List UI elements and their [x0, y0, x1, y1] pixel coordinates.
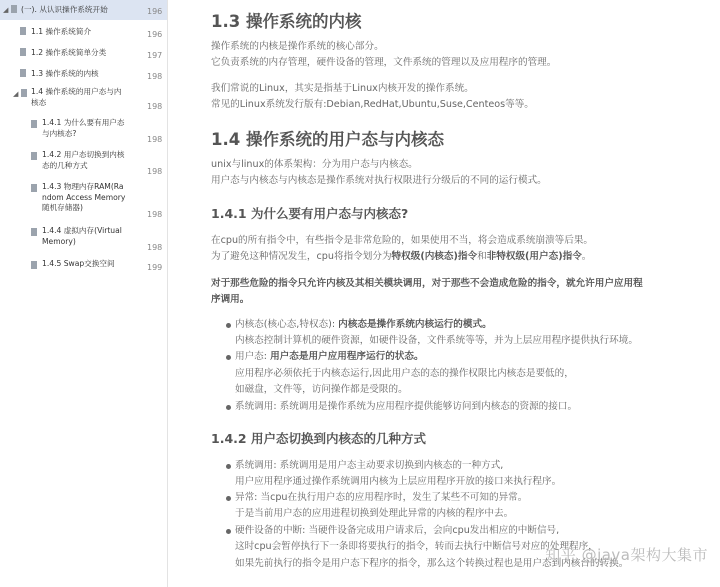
- list-item-line: 系统调用: 系统调用是用户态主动要求切换到内核态的一种方式,: [235, 460, 504, 471]
- text-run: 。: [581, 251, 592, 262]
- toc-sidebar: [0, 0, 168, 587]
- toc-item-1-4-1[interactable]: [0, 118, 168, 144]
- bullet-dot: [226, 464, 231, 469]
- toc-item-page: 196: [147, 7, 163, 16]
- toc-item-1-1[interactable]: [0, 24, 168, 44]
- heading-1-4-2: 1.4.2 用户态切换到内核态的几种方式: [211, 431, 426, 446]
- list-item-line: [235, 349, 424, 365]
- list-item-line: 异常: 当cpu在执行用户态的应用程序时，发生了某些不可知的异常。: [235, 492, 528, 503]
- bold-text: 内核态是操作系统内核运行的模式。: [338, 319, 492, 330]
- paragraph-line: 在cpu的所有指令中，有些指令是非常危险的，如果使用不当，将会造成系统崩溃等后果。: [211, 235, 594, 246]
- collapse-triangle-icon[interactable]: ◢: [13, 90, 19, 98]
- list-item-line: 用户应用程序通过操作系统调用内核为上层应用程序开放的接口来执行程序。: [235, 476, 562, 487]
- list-item-line: 于是当前用户态的应用进程切换到处理此异常的内核的程序中去。: [235, 508, 514, 519]
- toc-item-label: 1.4.4 虚拟内存(Virtual Memory): [42, 226, 122, 246]
- toc-item-label: 1.3 操作系统的内核: [31, 69, 99, 78]
- watermark: 知乎 @java架构大集市: [545, 546, 708, 564]
- toc-item-1-4-3[interactable]: [0, 182, 168, 222]
- toc-item-label: 1.2 操作系统简单分类: [31, 48, 107, 57]
- list-item-line: 内核态控制计算机的硬件资源，如硬件设备，文件系统等等，并为上层应用程序提供执行环境。: [235, 335, 638, 346]
- text-run: 为了避免这种情况发生，cpu将指令划分为: [211, 251, 392, 262]
- text-run: 和: [477, 251, 487, 262]
- toc-item-page: 198: [147, 72, 163, 81]
- toc-item-page: 196: [147, 30, 163, 39]
- toc-item-page: 197: [147, 51, 163, 60]
- toc-item-1-4-4[interactable]: [0, 226, 168, 252]
- bold-text: 用户态是用户应用程序运行的状态。: [270, 351, 424, 362]
- toc-item-label: 1.4.5 Swap交换空间: [42, 259, 115, 268]
- bullet-dot: [226, 323, 231, 328]
- bookmark-icon: [31, 120, 37, 128]
- bookmark-icon: [21, 89, 27, 97]
- heading-1-4: 1.4 操作系统的用户态与内核态: [211, 130, 444, 149]
- toc-item-label: 1.4.2 用户态切换到内核态的几种方式: [42, 150, 125, 170]
- bookmark-icon: [31, 184, 37, 192]
- list-item-line: 如果先前执行的指令是用户态下程序的指令，那么这个转换过程也是用户态到内核台的转换。: [235, 558, 629, 569]
- toc-item-label: (一). 从认识操作系统开始: [21, 5, 108, 14]
- bookmark-icon: [11, 5, 17, 13]
- text-run: 内核态(核心态,特权态):: [235, 319, 339, 330]
- paragraph-line: unix与linux的体系架构：分为用户态与内核态。: [211, 159, 418, 170]
- text-run: 用户态:: [235, 351, 271, 362]
- toc-item-page: 198: [147, 102, 163, 111]
- heading-1-4-1: 1.4.1 为什么要有用户态与内核态?: [211, 206, 409, 221]
- bookmark-icon: [20, 69, 26, 77]
- bullet-dot: [226, 405, 231, 410]
- paragraph-line: [211, 249, 591, 265]
- toc-item-page: 198: [147, 210, 163, 219]
- list-item-line: 如磁盘，文件等，访问操作都是受限的。: [235, 384, 408, 395]
- bullet-dot: [226, 496, 231, 501]
- bold-text: 特权级(内核态)指令: [391, 251, 478, 262]
- list-item-line: 这时cpu会暂停执行下一条即将要执行的指令，转而去执行中断信号对应的处理程序，: [235, 541, 598, 552]
- paragraph-line: 常见的Linux系统发行版有:Debian,RedHat,Ubuntu,Suse,Centeos等等。: [211, 99, 534, 110]
- toc-item-page: 198: [147, 135, 163, 144]
- list-item-line: [235, 317, 492, 333]
- collapse-triangle-icon[interactable]: ◢: [3, 6, 9, 14]
- document-page: [168, 0, 720, 587]
- bullet-dot: [226, 355, 231, 360]
- bookmark-icon: [31, 152, 37, 160]
- toc-item-label: 1.4 操作系统的用户态与内核态: [31, 87, 122, 107]
- bookmark-icon: [31, 261, 37, 269]
- toc-item-1-4[interactable]: [0, 86, 168, 114]
- toc-item-1-4-5[interactable]: [0, 259, 168, 279]
- toc-item-1-3[interactable]: [0, 66, 168, 86]
- toc-item-label: 1.4.3 物理内存RAM(Random Access Memory 随机存储器): [42, 182, 126, 212]
- bookmark-icon: [20, 48, 26, 56]
- bookmark-icon: [20, 27, 26, 35]
- bookmark-icon: [31, 228, 37, 236]
- toc-item-page: 198: [147, 167, 163, 176]
- toc-item-1-4-2[interactable]: [0, 150, 168, 176]
- bold-paragraph-line: 对于那些危险的指令只允许内核及其相关模块调用，对于那些不会造成危险的指令，就允许用户应用程: [211, 278, 643, 289]
- toc-item-1-2[interactable]: [0, 45, 168, 65]
- paragraph-line: 操作系统的内核是操作系统的核心部分。: [211, 41, 384, 52]
- bold-text: 非特权级(用户态)指令: [486, 251, 582, 262]
- toc-item-label: 1.4.1 为什么要有用户态与内核态?: [42, 118, 125, 138]
- toc-item-chapter[interactable]: [0, 0, 168, 20]
- toc-item-page: 198: [147, 243, 163, 252]
- list-item-line: 应用程序必须依托于内核态运行,因此用户态的态的操作权限比内核态是要低的，: [235, 368, 574, 379]
- heading-1-3: 1.3 操作系统的内核: [211, 12, 362, 31]
- bullet-dot: [226, 529, 231, 534]
- bold-paragraph-line: 序调用。: [211, 294, 250, 305]
- paragraph-line: 我们常说的Linux，其实是指基于Linux内核开发的操作系统。: [211, 83, 474, 94]
- paragraph-line: 用户态与内核态与内核态是操作系统对执行权限进行分级后的不同的运行模式。: [211, 175, 547, 186]
- list-item-line: 系统调用: 系统调用是操作系统为应用程序提供能够访问到内核态的资源的接口。: [235, 401, 578, 412]
- list-item-line: 硬件设备的中断: 当硬件设备完成用户请求后，会向cpu发出相应的中断信号,: [235, 525, 560, 536]
- toc-item-page: 199: [147, 263, 163, 272]
- toc-item-label: 1.1 操作系统简介: [31, 27, 92, 36]
- paragraph-line: 它负责系统的内存管理，硬件设备的管理，文件系统的管理以及应用程序的管理。: [211, 57, 557, 68]
